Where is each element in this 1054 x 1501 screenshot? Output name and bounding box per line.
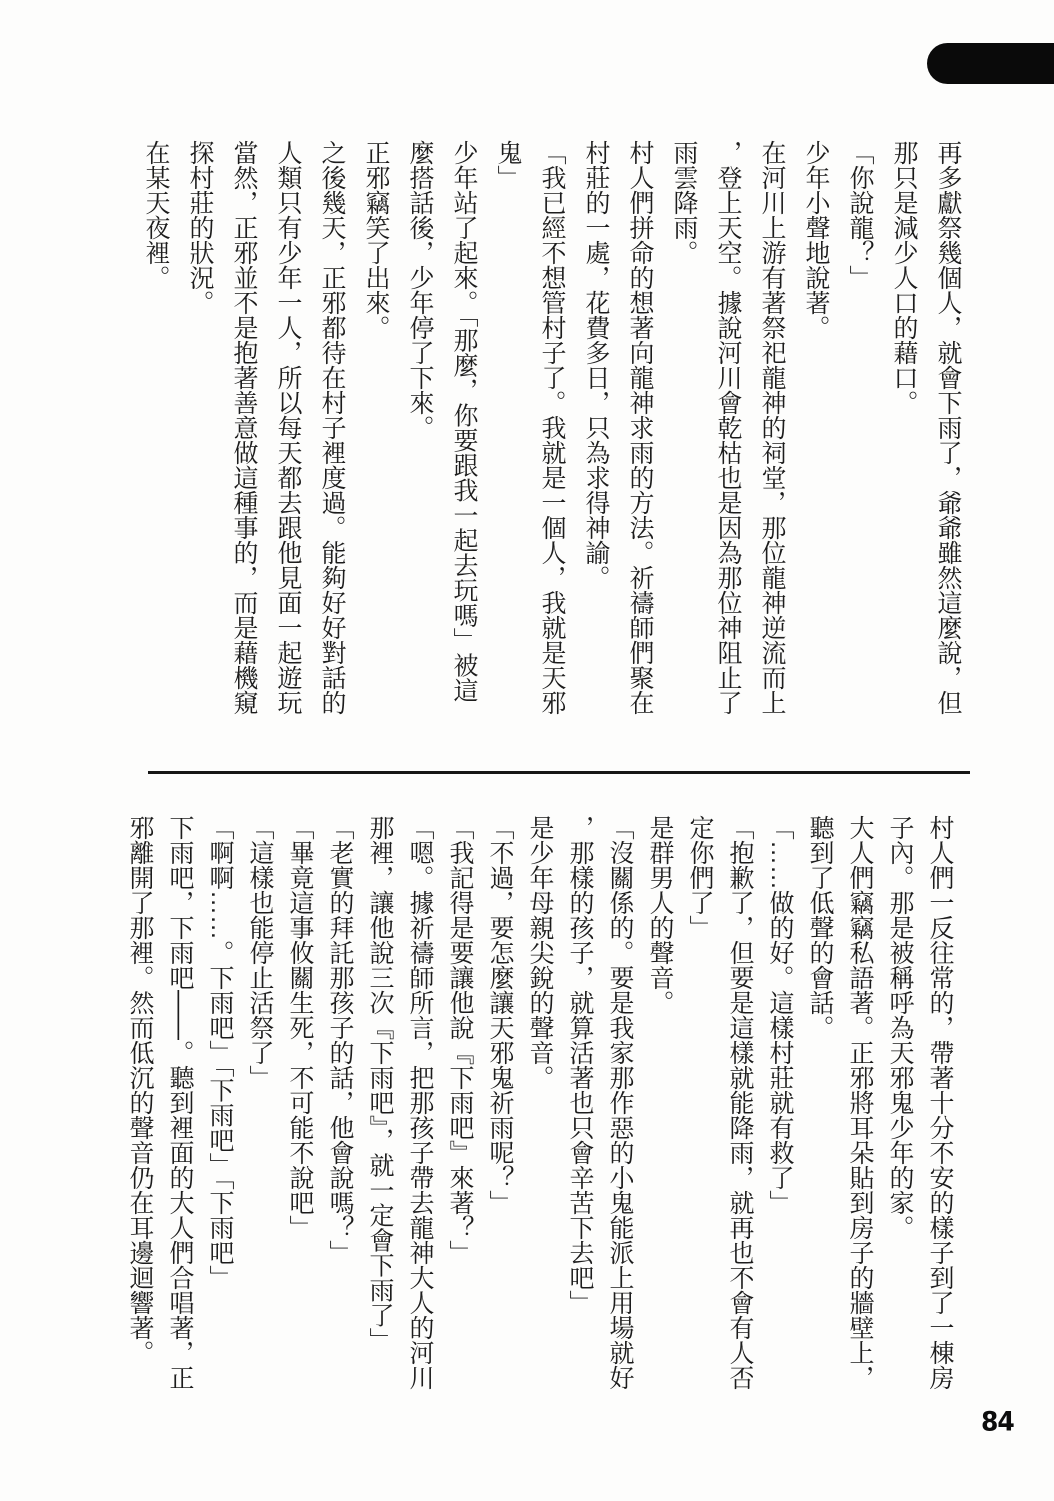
text-column: 子內。那是被稱呼為天邪鬼少年的家。 xyxy=(886,815,914,1240)
story-text-section-bottom xyxy=(120,815,960,1417)
corner-tab-decoration xyxy=(927,43,1054,84)
text-column: 「抱歉了，但要是這樣就能降雨，就再也不會有人否 xyxy=(726,815,754,1390)
text-column: 村莊的一處，花費多日，只為求得神諭。 xyxy=(582,140,610,590)
text-column: 探村莊的狀況。 xyxy=(186,140,214,315)
text-column: 是少年母親尖銳的聲音。 xyxy=(526,815,554,1090)
text-column: ，登上天空。據說河川會乾枯也是因為那位神阻止了 xyxy=(714,140,742,715)
text-column: 大人們竊竊私語著。正邪將耳朵貼到房子的牆壁上， xyxy=(846,815,874,1390)
text-column: 再多獻祭幾個人，就會下雨了，爺爺雖然這麼說，但 xyxy=(934,140,962,715)
text-column: 「這樣也能停止活祭了」 xyxy=(246,815,274,1090)
text-column: 「我記得是要讓他說『下雨吧』來著？」 xyxy=(446,815,474,1265)
section-divider xyxy=(148,771,970,774)
text-column: 在河川上游有著祭祀龍神的祠堂，那位龍神逆流而上 xyxy=(758,140,786,715)
page-number: 84 xyxy=(981,1406,1014,1437)
text-column: 之後幾天，正邪都待在村子裡度過。能夠好好對話的 xyxy=(318,140,346,715)
text-column: 在某天夜裡。 xyxy=(142,140,170,290)
text-column: 當然，正邪並不是抱著善意做這種事的，而是藉機窺 xyxy=(230,140,258,715)
text-column: ，那樣的孩子，就算活著也只會辛苦下去吧」 xyxy=(566,815,594,1315)
text-column: 少年小聲地說著。 xyxy=(802,140,830,340)
text-column: 「嗯。據祈禱師所言，把那孩子帶去龍神大人的河川 xyxy=(406,815,434,1390)
text-column: 「啊啊……。下雨吧」「下雨吧」「下雨吧」 xyxy=(206,815,234,1290)
text-column: 那只是減少人口的藉口。 xyxy=(890,140,918,415)
text-column: 正邪竊笑了出來。 xyxy=(362,140,390,340)
text-column: 聽到了低聲的會話。 xyxy=(806,815,834,1040)
text-column: 「老實的拜託那孩子的話，他會說嗎？」 xyxy=(326,815,354,1265)
text-column: 村人們一反往常的，帶著十分不安的樣子到了一棟房 xyxy=(926,815,954,1390)
text-column: 是群男人的聲音。 xyxy=(646,815,674,1015)
text-column: 少年站了起來。「那麼，你要跟我一起去玩嗎」被這 xyxy=(450,140,478,703)
text-column: 「你說龍？」 xyxy=(846,140,874,290)
text-column: 麼搭話後，少年停了下來。 xyxy=(406,140,434,440)
text-column: 「我已經不想管村子了。我就是一個人，我就是天邪 xyxy=(538,140,566,715)
text-column: 「不過，要怎麼讓天邪鬼祈雨呢？」 xyxy=(486,815,514,1215)
text-column: 邪離開了那裡。然而低沉的聲音仍在耳邊迴響著。 xyxy=(126,815,154,1365)
story-text-section-top xyxy=(134,140,970,742)
text-column: 「……做的好。這樣村莊就有救了」 xyxy=(766,815,794,1215)
text-column: 那裡，讓他說三次『下雨吧』，就一定會下雨了」 xyxy=(366,815,394,1353)
text-column: 鬼」 xyxy=(494,140,522,190)
text-column: 定你們了」 xyxy=(686,815,714,940)
text-column: 下雨吧，下雨吧——。聽到裡面的大人們合唱著，正 xyxy=(166,815,194,1390)
text-column: 村人們拼命的想著向龍神求雨的方法。祈禱師們聚在 xyxy=(626,140,654,715)
text-column: 人類只有少年一人，所以每天都去跟他見面一起遊玩 xyxy=(274,140,302,715)
text-column: 雨雲降雨。 xyxy=(670,140,698,265)
text-column: 「畢竟這事攸關生死，不可能不說吧」 xyxy=(286,815,314,1240)
text-column: 「沒關係的。要是我家那作惡的小鬼能派上用場就好 xyxy=(606,815,634,1390)
